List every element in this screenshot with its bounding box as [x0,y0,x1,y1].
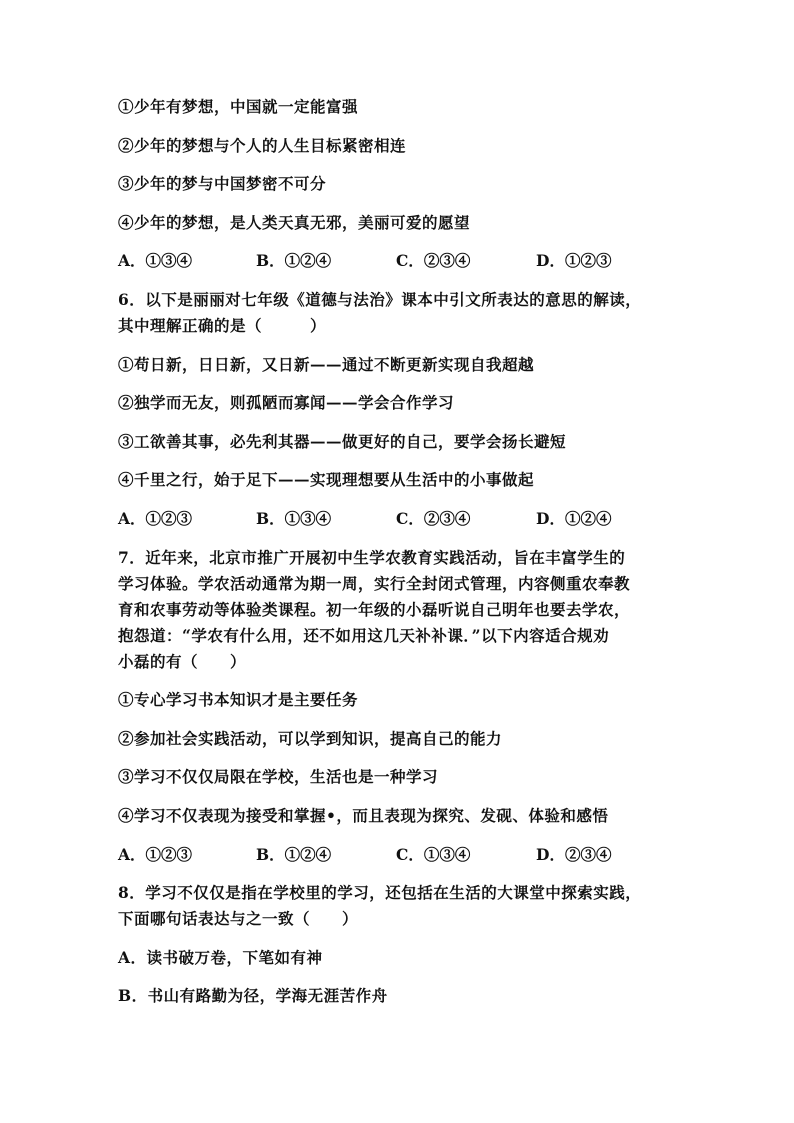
q5-item-2: ②少年的梦想与个人的人生目标紧密相连 [118,135,407,155]
q6-stem-line-1: 6．以下是丽丽对七年级《道德与法治》课本中引文所表达的意思的解读， [118,289,642,309]
q6-item-1: ①苟日新，日日新，又日新——通过不断更新实现自我超越 [118,354,535,374]
q6-options [118,509,684,529]
q6-option-c: C．②③④ [396,508,471,528]
q6-stem-line-2: 其中理解正确的是（ ） [118,315,327,335]
q7-stem-line-1: 7．近年来，北京市推广开展初中生学农教育实践活动，旨在丰富学生的 [118,547,626,567]
q7-option-d: D．②③④ [536,844,612,864]
q8-option-a: A．读书破万卷，下笔如有神 [118,947,323,967]
q5-option-a: A．①③④ [118,251,193,271]
q5-option-c: C．②③④ [396,251,471,271]
q8-stem-line-1: 8．学习不仅仅是指在学校里的学习，还包括在生活的大课堂中探索实践， [118,883,642,903]
q8-stem-line-2: 下面哪句话表达与之一致（ ） [118,909,359,929]
q7-option-c: C．①③④ [396,844,471,864]
q5-item-4: ④少年的梦想，是人类天真无邪，美丽可爱的愿望 [118,212,471,232]
q5-options [118,251,684,271]
q6-option-a: A．①②③ [118,508,193,528]
q6-item-3: ③工欲善其事，必先利其器——做更好的自己，要学会扬长避短 [118,431,567,451]
q7-options [118,845,684,865]
q7-item-1: ①专心学习书本知识才是主要任务 [118,690,359,710]
q5-option-d: D．①②③ [536,251,612,271]
q7-option-b: B．①②④ [256,844,332,864]
q5-item-1: ①少年有梦想，中国就一定能富强 [118,97,359,116]
q5-item-3: ③少年的梦与中国梦密不可分 [118,174,327,194]
q7-stem-line-5: 小磊的有（ ） [118,651,247,671]
q8-option-b: B．书山有路勤为径，学海无涯苦作舟 [118,986,388,1006]
q7-item-2: ②参加社会实践活动，可以学到知识，提高自己的能力 [118,728,503,748]
q7-stem-line-4: 抱怨道：“学农有什么用，还不如用这几天补补课．”以下内容适合规劝 [118,625,610,645]
q6-option-d: D．①②④ [536,508,612,528]
q7-option-a: A．①②③ [118,844,193,864]
q6-option-b: B．①③④ [256,508,332,528]
q7-stem-line-2: 学习体验。学农活动通常为期一周，实行全封闭式管理，内容侧重农奉教 [118,573,631,593]
q7-item-3: ③学习不仅仅局限在学校，生活也是一种学习 [118,767,439,787]
q7-stem-line-3: 育和农事劳动等体验类课程。初一年级的小磊听说自己明年也要去学农， [118,599,631,619]
q6-item-2: ②独学而无友，则孤陋而寡闻——学会合作学习 [118,393,455,413]
q5-option-b: B．①②④ [256,251,332,271]
q7-item-4: ④学习不仅表现为接受和掌握•，而且表现为探究、发砚、体验和感悟 [118,805,609,825]
q6-item-4: ④千里之行，始于足下——实现理想要从生活中的小事做起 [118,470,535,490]
